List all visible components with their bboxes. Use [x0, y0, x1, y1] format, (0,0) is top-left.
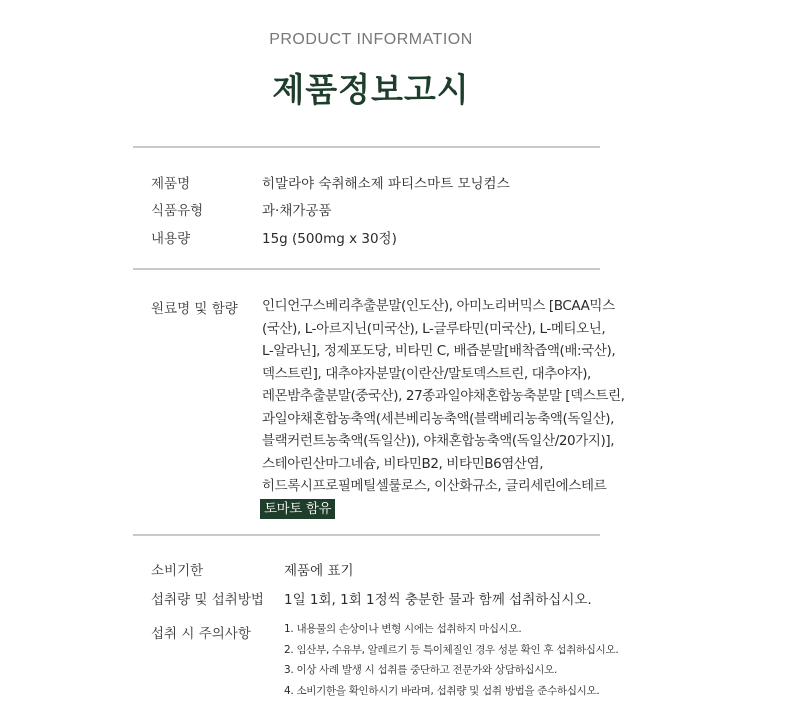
- food-type-value: 과·채가공품: [262, 203, 332, 219]
- ingredient-line: 인디언구스베리추출분말(인도산), 아미노리버믹스 [BCAA믹스: [262, 298, 615, 314]
- caution-item: 3. 이상 사례 발생 시 섭취를 중단하고 전문가와 상담하십시오.: [284, 664, 557, 677]
- expiry-label: 소비기한: [151, 563, 204, 579]
- ingredient-line: L-알라닌], 정제포도당, 비타민 C, 배즙분말[배착즙액(배:국산),: [262, 343, 616, 359]
- divider-middle: [133, 268, 600, 270]
- ingredient-line: 레몬밤추출분말(중국산), 27종과일야채혼합농축분말 [덱스트린,: [262, 388, 625, 404]
- net-content-label: 내용량: [151, 231, 191, 247]
- product-name-label: 제품명: [151, 176, 191, 192]
- dosage-value: 1일 1회, 1회 1정씩 충분한 물과 함께 섭취하십시오.: [284, 592, 592, 608]
- net-content-value: 15g (500mg x 30정): [262, 231, 397, 247]
- caution-item: 4. 소비기한을 확인하시기 바라며, 섭취량 및 섭취 방법을 준수하십시오.: [284, 684, 600, 697]
- ingredient-line: 스테아린산마그네슘, 비타민B2, 비타민B6염산염,: [262, 455, 544, 472]
- ingredients-label: 원료명 및 함량: [151, 301, 238, 317]
- ingredient-line: 히드록시프로필메틸셀룰로스, 이산화규소, 글리세린에스테르: [262, 478, 607, 494]
- food-type-label: 식품유형: [151, 203, 204, 219]
- cautions-list: [284, 619, 618, 701]
- ingredients-list: [262, 295, 625, 520]
- expiry-value: 제품에 표기: [284, 563, 354, 579]
- ingredient-line: 과일야채혼합농축액(세븐베리농축액(블랙베리농축액(독일산),: [262, 410, 615, 427]
- caution-item: 1. 내용물의 손상이나 변형 시에는 섭취하지 마십시오.: [284, 623, 522, 635]
- dosage-label: 섭취량 및 섭취방법: [151, 592, 264, 608]
- ingredient-line: 덱스트린], 대추야자분말(이란산/말토덱스트린, 대추야자),: [262, 365, 591, 382]
- cautions-label: 섭취 시 주의사항: [151, 626, 251, 642]
- caution-item: 2. 임산부, 수유부, 알레르기 등 특이체질인 경우 성분 확인 후 섭취하십시오.: [284, 643, 619, 656]
- page-title: 제품정보고시: [272, 70, 470, 109]
- ingredient-line: (국산), L-아르지닌(미국산), L-글루타민(미국산), L-메티오닌,: [262, 320, 606, 337]
- ingredient-line: 블랙커런트농축액(독일산)), 야채혼합농축액(독일산/20가지)],: [262, 433, 615, 449]
- divider-bottom: [133, 534, 600, 536]
- product-info-eyebrow: PRODUCT INFORMATION: [269, 31, 473, 48]
- allergen-highlight-badge: 토마토 함유: [260, 499, 335, 519]
- divider-top: [133, 146, 600, 148]
- product-name-value: 히말라야 숙취해소제 파티스마트 모닝컴스: [262, 176, 510, 192]
